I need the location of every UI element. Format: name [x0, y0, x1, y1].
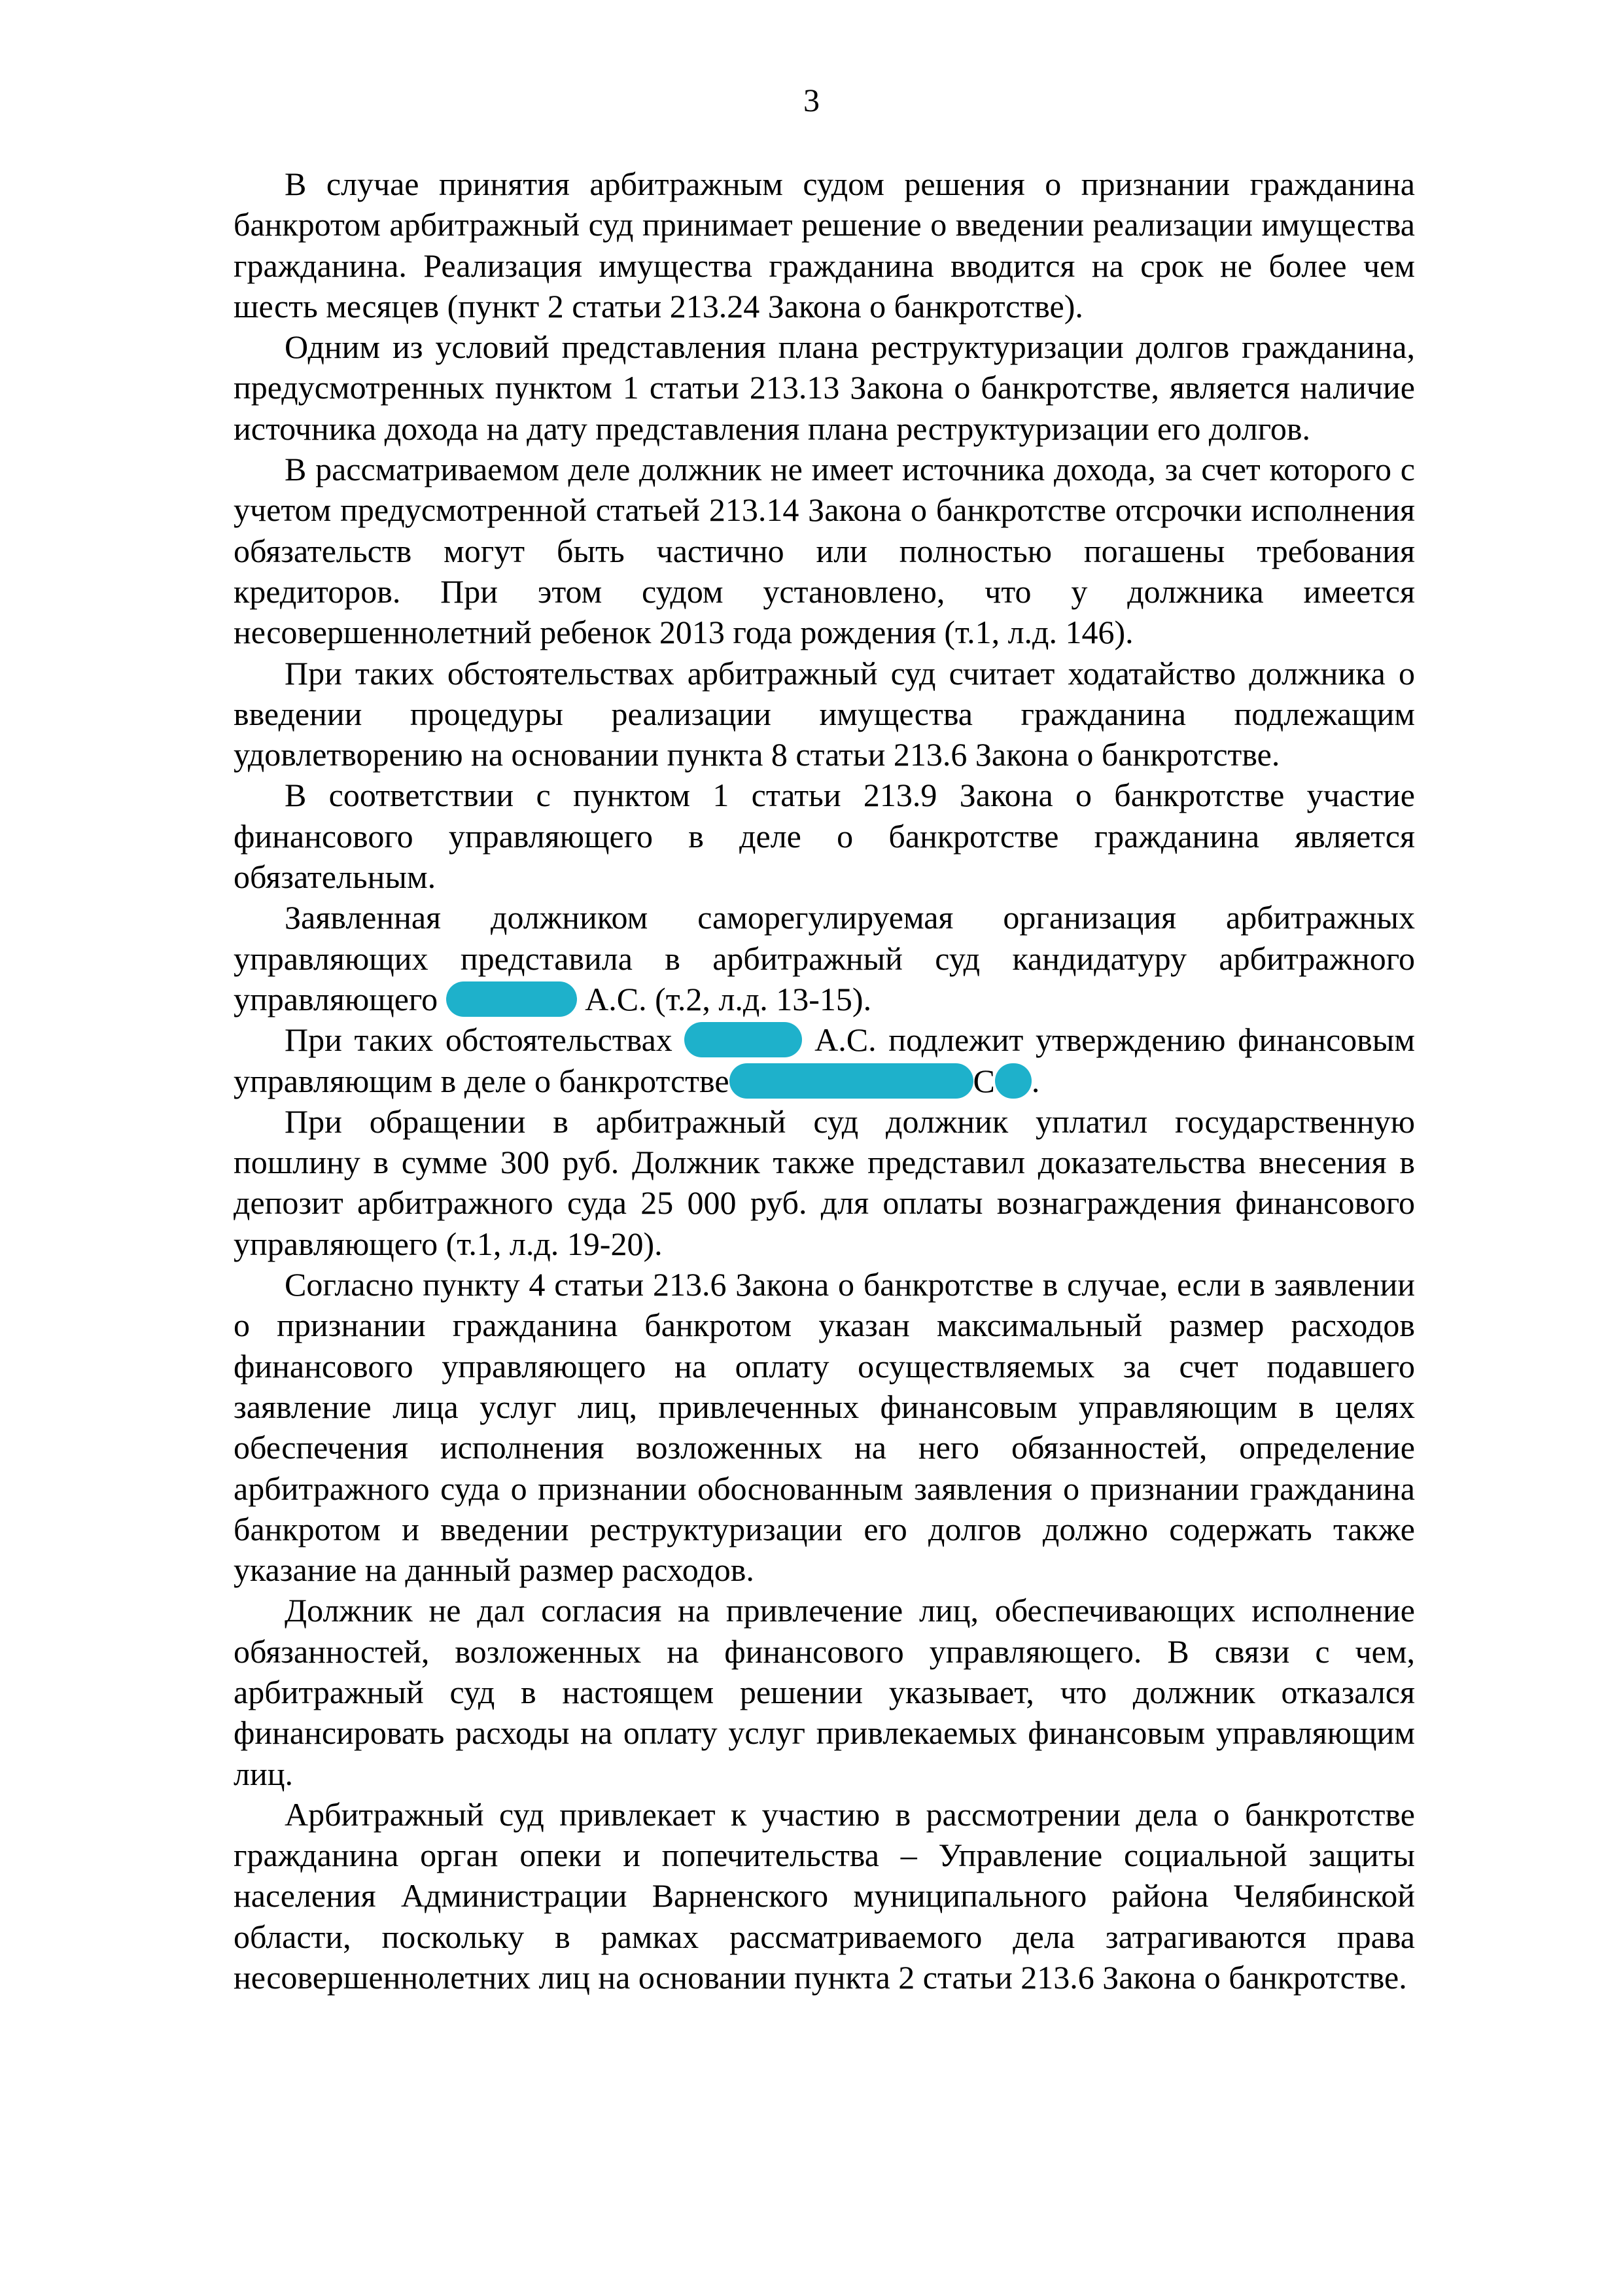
- redaction-highlight: [446, 981, 577, 1017]
- paragraph: Одним из условий представления плана реструктуризации долгов гражданина, предусмотренных пунктом 1 статьи 213.13 Закона о банкротстве, является наличие источника дохода на дату представления плана реструктуризации его долгов.: [234, 328, 1415, 447]
- paragraph: Арбитражный суд привлекает к участию в рассмотрении дела о банкротстве гражданина орган опеки и попечительства – Управление социальной защиты населения Администрации Варненского муниципального района Челябинской области, поскольку в рамках рассматриваемого дела затрагиваются права несовершеннолетних лиц на основании пункта 2 статьи 213.6 Закона о банкротстве.: [234, 1795, 1415, 1996]
- redaction-highlight: [729, 1063, 973, 1099]
- redaction-highlight: [995, 1063, 1032, 1099]
- paragraph: Заявленная должником саморегулируемая организация арбитражных управляющих представила в арбитражный суд кандидатуру арбитражного управляющего А.С. (т.2, л.д. 13-15).: [234, 899, 1415, 1017]
- paragraph: Должник не дал согласия на привлечение лиц, обеспечивающих исполнение обязанностей, возложенных на финансового управляющего. В связи с чем, арбитражный суд в настоящем решении указывает, что должник отказался финансировать расходы на оплату услуг привлекаемых финансовым управляющим лиц.: [234, 1592, 1415, 1792]
- paragraph: В соответствии с пунктом 1 статьи 213.9 Закона о банкротстве участие финансового управляющего в деле о банкротстве гражданина является обязательным.: [234, 777, 1415, 896]
- redaction-highlight: [684, 1022, 802, 1057]
- paragraph: При таких обстоятельствах А.С. подлежит утверждению финансовым управляющим в деле о банкротстве С .: [234, 1021, 1415, 1099]
- paragraph: В рассматриваемом деле должник не имеет источника дохода, за счет которого с учетом предусмотренной статьей 213.14 Закона о банкротстве отсрочки исполнения обязательств могут быть частично или полностью погашены требования кредиторов. При этом судом установлено, что у должника имеется несовершеннолетний ребенок 2013 года рождения (т.1, л.д. 146).: [234, 451, 1415, 651]
- paragraph: В случае принятия арбитражным судом решения о признании гражданина банкротом арбитражный суд принимает решение о введении реализации имущества гражданина. Реализация имущества гражданина вводится на срок не более чем шесть месяцев (пункт 2 статьи 213.24 Закона о банкротстве).: [234, 166, 1415, 325]
- page-number: 3: [803, 82, 820, 118]
- document-body: [234, 164, 1415, 1998]
- paragraph: При обращении в арбитражный суд должник уплатил государственную пошлину в сумме 300 руб. Должник также представил доказательства внесения в депозит арбитражного суда 25 000 руб. для оплаты вознаграждения финансового управляющего (т.1, л.д. 19-20).: [234, 1103, 1415, 1262]
- paragraph: При таких обстоятельствах арбитражный суд считает ходатайство должника о введении процедуры реализации имущества гражданина подлежащим удовлетворению на основании пункта 8 статьи 213.6 Закона о банкротстве.: [234, 654, 1415, 773]
- paragraph: Согласно пункту 4 статьи 213.6 Закона о банкротстве в случае, если в заявлении о признании гражданина банкротом указан максимальный размер расходов финансового управляющего на оплату осуществляемых за счет подавшего заявление лица услуг лиц, привлеченных финансовым управляющим в целях обеспечения исполнения возложенных на него обязанностей, определение арбитражного суда о признании обоснованным заявления о признании гражданина банкротом и введении реструктуризации его долгов должно содержать также указание на данный размер расходов.: [234, 1266, 1415, 1589]
